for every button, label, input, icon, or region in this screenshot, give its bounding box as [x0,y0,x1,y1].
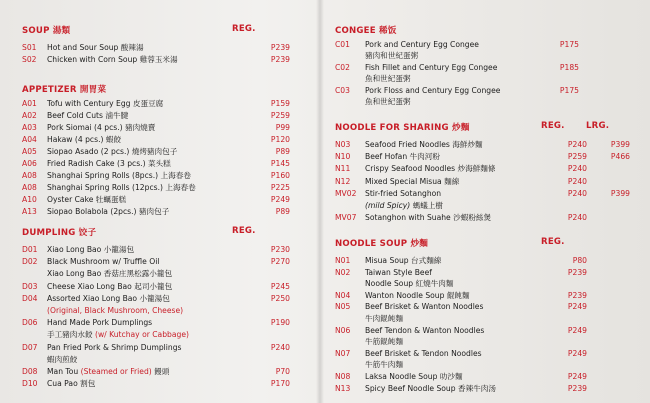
item-code: C01 [335,40,350,49]
item-name [47,293,170,304]
item-name [47,110,128,121]
item-name-text: Seafood Fried Noodles 海鮮炒麵 [365,140,483,149]
item-code: A10 [22,195,37,204]
menu-item-row [22,281,292,292]
item-name [47,158,171,169]
menu-item-row [335,383,635,394]
item-code: S01 [22,43,37,52]
item-name [365,301,483,312]
item-price-large: P466 [610,152,630,162]
menu-item-row [22,317,292,328]
menu-item-row [22,354,292,365]
item-name [47,134,121,145]
item-name-chinese: 螞蟻上樹 [412,201,443,210]
item-code: N05 [335,302,351,312]
item-name [365,278,453,289]
lrg-header-noodle-sharing: LRG. [586,121,610,131]
item-name [365,200,443,211]
item-price: P240 [567,213,587,223]
item-name [47,281,172,292]
item-note: (w/ Kutchay or Cabbage) [94,330,189,340]
item-name-text: (mild Spicy) [365,201,411,210]
item-code: N08 [335,372,351,381]
item-code: N03 [335,140,351,149]
item-name-text: Oyster Cake 牡蠣蛋糕 [47,195,127,204]
item-name [47,305,183,316]
item-name [47,182,196,193]
item-name-text: Beef Brisket & Wanton Noodles [365,302,484,312]
item-name [365,267,432,278]
item-name [47,244,134,255]
item-code: D06 [22,318,38,328]
item-name-text: Tofu with Century Egg 皮蛋豆腐 [47,99,164,108]
item-name [47,268,172,279]
item-name [47,256,159,267]
item-name-text: Cheese Xiao Long Bao 起司小籠包 [47,281,173,291]
menu-item-row [335,255,635,266]
menu-item-row [22,182,292,193]
item-code: A01 [22,99,37,108]
item-name [365,359,403,370]
item-price: P145 [270,159,290,168]
item-name-text: Assorted Xiao Long Bao 小籠湯包 [47,293,170,303]
item-code: A08 [22,171,37,180]
item-price: P160 [270,171,290,180]
item-code: MV02 [335,188,357,198]
item-name-text: Beef Cold Cuts 滷牛腱 [47,111,129,120]
item-code: A02 [22,111,37,120]
item-code: A03 [22,123,37,132]
item-name-text: Taiwan Style Beef [365,267,432,277]
item-name-text: Chicken with Corn Soup 雞蓉玉米湯 [47,55,178,64]
menu-item-row [335,359,635,370]
menu-item-row [335,371,635,382]
item-name [47,342,181,353]
reg-header-noodle-sharing: REG. [541,121,565,131]
item-code: D10 [22,379,38,389]
menu-item-row [335,267,635,278]
item-code: A04 [22,135,37,144]
menu-item-row [335,290,635,301]
item-price: P239 [567,290,587,300]
item-name [47,329,189,340]
item-name-text: Sotanghon with Suahe 沙蝦粉絲煲 [365,213,492,223]
item-code: N06 [335,325,351,335]
item-code: D08 [22,367,38,376]
item-price: P245 [270,281,290,291]
menu-item-row [22,42,292,53]
reg-header-soup: REG. [232,24,256,34]
item-name-text: Wanton Noodle Soup 餛飩麵 [365,290,470,300]
item-name [365,255,441,266]
item-name-text: Crispy Seafood Noodles 炒海鮮麵條 [365,164,496,174]
item-code: A08 [22,183,37,192]
item-name-chinese: 豬肉和世紀蛋粥 [365,51,419,60]
menu-item-row [22,305,292,316]
section-title-noodle-sharing: NOODLE FOR SHARING 炒麵 [335,123,470,133]
menu-item-row [22,158,292,169]
menu-item-row [22,206,292,217]
menu-item-row [22,329,292,340]
item-price: P240 [567,188,587,198]
item-price: P240 [567,140,587,149]
item-price: P259 [270,111,290,120]
item-price: P185 [559,63,579,72]
item-price: P239 [270,43,290,52]
menu-item-row [22,256,292,267]
item-name-text: Pork Floss and Century Egg Congee [365,86,501,95]
item-code: N10 [335,152,351,162]
item-name [365,212,491,223]
item-name [365,313,403,324]
item-name-text: Stir-fried Sotanghon [365,188,442,198]
menu-item-row [22,268,292,279]
section-title-congee: CONGEE 稀饭 [335,26,397,36]
menu-item-row [22,293,292,304]
item-name [365,176,459,187]
item-name-text: 牛筋牛肉麵 [365,360,403,370]
item-name [365,151,440,162]
item-name-text: Man Tou [47,367,79,376]
item-name-text: Shanghai Spring Rolls (8pcs.) 上海春卷 [47,171,191,180]
item-name [365,188,441,199]
item-name-text: Noodle Soup 紅燒牛肉麵 [365,279,454,289]
item-price: P175 [559,86,579,95]
item-name-chinese: 魚和世紀蛋粥 [365,97,411,106]
item-code: D02 [22,257,38,267]
item-code: N02 [335,267,351,277]
item-note: (Steamed or Fried) [80,367,152,376]
menu-item-row [335,176,645,187]
section-title-dumpling: DUMPLING 饺子 [22,228,97,238]
item-code: A06 [22,159,37,168]
item-name-text: Misua Soup 台式麵線 [365,256,442,265]
item-name [365,139,483,150]
item-code: A13 [22,207,37,216]
item-name-text: Pork and Century Egg Congee [365,40,479,49]
item-code: C02 [335,63,350,72]
reg-header-dumpling: REG. [232,226,256,236]
item-code: S02 [22,55,37,64]
item-code: N07 [335,348,351,358]
item-code: N12 [335,176,351,186]
menu-item-row [335,348,635,359]
item-price: P225 [270,183,290,192]
item-price: P159 [270,99,290,108]
item-code: D07 [22,342,38,352]
menu-item-row [22,194,292,205]
item-name-text: 蝦肉煎餃 [47,354,78,364]
item-name-text: Xiao Long Bao 小籠湯包 [47,245,135,254]
item-price: P99 [275,123,290,132]
item-price: P249 [567,348,587,358]
section-title-noodle-soup: NOODLE SOUP 炒麵 [335,239,429,249]
item-name-text: Hot and Sour Soup 酸辣湯 [47,43,144,52]
item-name [47,354,77,365]
item-price: P70 [275,367,290,376]
menu-item-row [335,336,635,347]
item-name-text: Beef Tendon & Wanton Noodles [365,325,485,335]
item-code: N01 [335,256,351,265]
item-name-text: 牛肉餛飩麵 [365,314,403,323]
section-title-appetizer: APPETIZER 開胃菜 [22,85,107,95]
item-code: D01 [22,245,38,254]
menu-item-row [335,188,645,199]
menu-item-row [335,62,635,83]
menu-item-row [335,163,645,174]
menu-item-row [335,39,635,60]
item-name-text: Hand Made Pork Dumplings [47,318,153,328]
item-name-text: Siopao Bolabola (2pcs.) 豬肉包子 [47,207,170,216]
item-price: P89 [275,147,290,156]
item-price: P240 [567,176,587,186]
item-name-text: Black Mushroom w/ Truffle Oil [47,257,160,267]
item-name [47,42,144,53]
item-price: P240 [567,164,587,174]
item-name [365,62,497,73]
item-name-text: 牛筋餛飩麵 [365,337,403,347]
item-name [365,39,479,50]
item-name-text: Pork Siomai (4 pcs.) 豬肉燒賣 [47,123,156,132]
item-name [365,348,482,359]
item-name-text: (Original, Black Mushroom, Cheese) [47,306,184,315]
item-name-text: Hakaw (4 pcs.) 蝦餃 [47,135,122,144]
menu-item-row [22,134,292,145]
page-fold [316,0,324,403]
item-name [47,206,169,217]
section-title-soup: SOUP 湯類 [22,26,71,36]
item-name [47,170,191,181]
item-name-text: 手工豬肉水餃 [47,330,93,340]
item-name-text: Fried Radish Cake (3 pcs.) 菜头糕 [47,159,171,168]
item-price: P89 [275,207,290,216]
menu-item-row [22,146,292,157]
menu-item-row [335,325,635,336]
item-name [365,383,496,394]
item-price-large: P399 [610,188,630,198]
item-price: P239 [270,55,290,64]
item-name [365,371,463,382]
menu-item-row [22,122,292,133]
item-price: P239 [567,267,587,277]
item-name-text: Xiao Long Bao 香菇庄黑松露小籠包 [47,269,173,279]
item-name-text: Mixed Special Misua 麵線 [365,176,460,186]
menu-item-row [22,170,292,181]
menu-item-row [335,212,645,223]
menu-item-row [22,54,292,65]
item-price: P249 [567,372,587,381]
item-price: P249 [270,195,290,204]
reg-header-noodle-soup: REG. [541,237,565,247]
item-code: D03 [22,281,38,291]
menu-item-row [335,313,635,324]
item-name-text: Shanghai Spring Rolls (12pcs.) 上海春卷 [47,183,196,192]
item-price: P259 [567,152,587,162]
item-name [365,325,484,336]
item-code: C03 [335,86,350,95]
item-name-text: Laksa Noodle Soup 叻沙麵 [365,372,463,381]
item-price: P249 [567,302,587,312]
item-name [47,54,178,65]
menu-item-row [22,98,292,109]
item-name [365,85,500,96]
item-name [47,98,163,109]
item-name-text: Siopao Asado (2 pcs.) 燒烤豬肉包子 [47,147,178,156]
item-name-text: Beef Brisket & Tendon Noodles [365,348,482,358]
item-name-chinese: 魚和世紀蛋粥 [365,74,411,83]
item-name-text: Spicy Beef Noodle Soup 香辣牛肉汤 [365,383,496,393]
item-name-text: Fish Fillet and Century Egg Congee [365,63,498,72]
item-price: P190 [270,318,290,328]
item-code: MV07 [335,213,357,223]
item-code: D04 [22,293,38,303]
menu-item-row [22,110,292,121]
item-name [47,366,169,377]
item-code: A05 [22,147,37,156]
item-name [365,163,495,174]
menu-item-row [22,378,292,389]
menu-item-row [335,85,635,106]
menu-item-row [335,301,635,312]
item-name [365,336,403,347]
item-price: P239 [567,383,587,393]
item-code: N13 [335,383,351,393]
menu-item-row [335,151,645,162]
item-name-text: Cua Pao 割包 [47,379,96,389]
menu-item-row [335,200,645,211]
item-name [47,317,152,328]
item-price: P240 [270,342,290,352]
item-name-chinese: 饅頭 [154,367,170,376]
item-price: P270 [270,257,290,267]
item-price: P80 [572,256,587,265]
item-price: P175 [559,40,579,49]
item-price: P249 [567,325,587,335]
item-name-text: Pan Fried Pork & Shrimp Dumplings [47,342,182,352]
item-price: P230 [270,245,290,254]
menu-item-row [335,278,635,289]
item-price-large: P399 [610,140,630,149]
item-code: N11 [335,164,351,174]
item-name [365,290,470,301]
item-price: P250 [270,293,290,303]
menu-item-row [22,342,292,353]
item-price: P170 [270,379,290,389]
item-price: P120 [270,135,290,144]
item-name [47,146,177,157]
item-name [47,194,126,205]
menu-item-row [22,244,292,255]
item-code: N04 [335,290,351,300]
item-name-text: Beef Hofan 牛肉河粉 [365,152,440,162]
menu-item-row [335,139,645,150]
item-name [47,122,155,133]
menu-item-row [22,366,292,377]
item-name [47,378,95,389]
